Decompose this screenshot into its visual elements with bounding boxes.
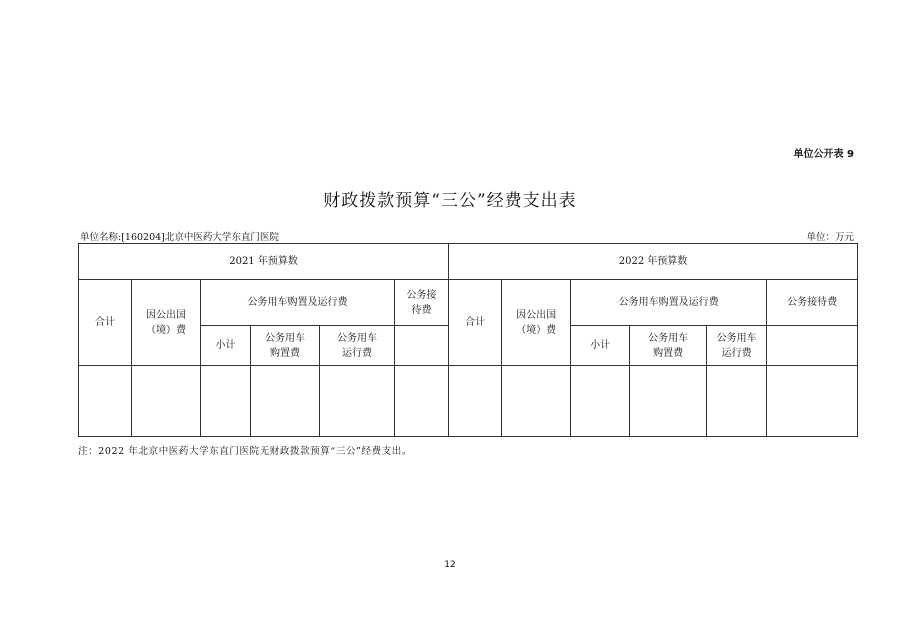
empty-cell [707, 366, 767, 437]
page-number: 12 [444, 560, 456, 570]
page-title: 财政拨款预算“三公”经费支出表 [323, 191, 577, 211]
unit-name: 单位名称:[160204]北京中医药大学东直门医院 [80, 232, 279, 243]
empty-cell [132, 366, 201, 437]
header-abroad-2022: 因公出国（境）费 [502, 280, 571, 366]
footnote: 注：2022 年北京中医药大学东直门医院无财政拨款预算“三公”经费支出。 [78, 446, 413, 457]
empty-cell [320, 366, 395, 437]
header-reception-2021: 公务接待费 [395, 280, 449, 326]
header-vehicle-2021: 公务用车购置及运行费 [201, 280, 395, 326]
empty-cell [767, 366, 858, 437]
empty-cell [630, 366, 707, 437]
blank-cell [395, 326, 449, 366]
table-row [79, 366, 858, 437]
header-subtotal-2021: 小计 [201, 326, 251, 366]
header-total-2022: 合计 [449, 280, 502, 366]
empty-cell [395, 366, 449, 437]
header-vehicle-2022: 公务用车购置及运行费 [571, 280, 767, 326]
header-operation-2022: 公务用车运行费 [707, 326, 767, 366]
form-number: 单位公开表 9 [793, 149, 854, 160]
header-operation-2021: 公务用车运行费 [320, 326, 395, 366]
empty-cell [571, 366, 630, 437]
empty-cell [251, 366, 320, 437]
empty-cell [502, 366, 571, 437]
header-abroad-2021: 因公出国（境）费 [132, 280, 201, 366]
empty-cell [449, 366, 502, 437]
header-2021: 2021 年预算数 [79, 244, 449, 280]
empty-cell [201, 366, 251, 437]
empty-cell [79, 366, 132, 437]
header-2022: 2022 年预算数 [449, 244, 858, 280]
header-reception-2022: 公务接待费 [767, 280, 858, 326]
expenditure-table [78, 243, 858, 437]
unit-label: 单位：万元 [806, 232, 854, 243]
header-purchase-2021: 公务用车购置费 [251, 326, 320, 366]
header-total-2021: 合计 [79, 280, 132, 366]
blank-cell [767, 326, 858, 366]
header-subtotal-2022: 小计 [571, 326, 630, 366]
header-purchase-2022: 公务用车购置费 [630, 326, 707, 366]
